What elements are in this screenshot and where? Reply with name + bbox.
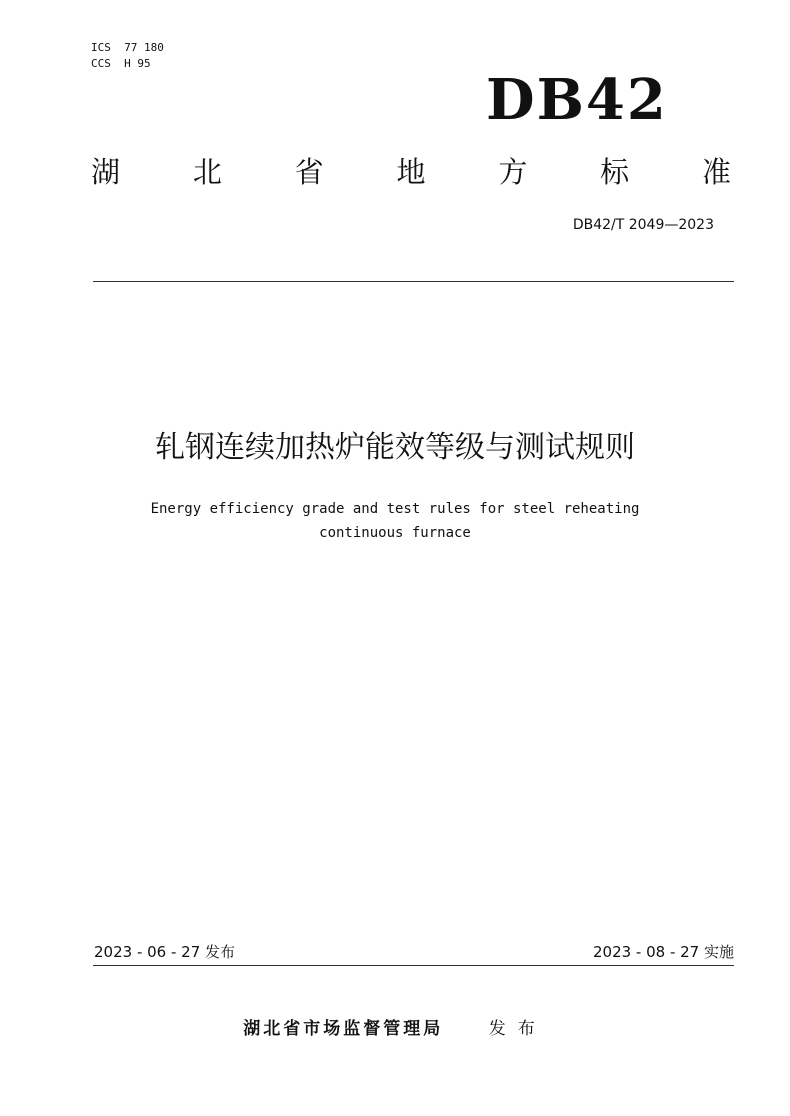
issuer-line [0,1017,790,1041]
standard-type-char: 准 [701,155,731,189]
issue-date: 2023 - 06 - 27 发布 [94,943,236,961]
title-english-line: Energy efficiency grade and test rules for steel reheating [150,501,640,517]
standard-type-heading [91,152,731,192]
classification-codes [91,40,164,72]
issuer-action: 发布 [488,1019,547,1039]
document-title-chinese: 轧钢连续加热炉能效等级与测试规则 [155,430,635,465]
standard-type-char: 方 [498,155,528,189]
top-divider [93,281,734,282]
issuing-organization: 湖北省市场监督管理局 [243,1019,444,1039]
ccs-code: CCS H 95 [91,57,151,70]
bottom-divider [93,965,734,966]
ics-code: ICS 77 180 [91,41,164,54]
title-english-line: continuous furnace [319,525,471,541]
standard-type-char: 标 [600,155,630,189]
standard-type-char: 湖 [91,155,121,189]
implementation-date: 2023 - 08 - 27 实施 [592,943,734,961]
standard-type-char: 北 [192,155,222,189]
standard-code-logo: DB42 [486,67,668,133]
standard-type-char: 省 [294,155,324,189]
standard-type-char: 地 [396,155,426,189]
document-title-english [0,497,790,545]
standard-number: DB42/T 2049—2023 [572,217,714,233]
